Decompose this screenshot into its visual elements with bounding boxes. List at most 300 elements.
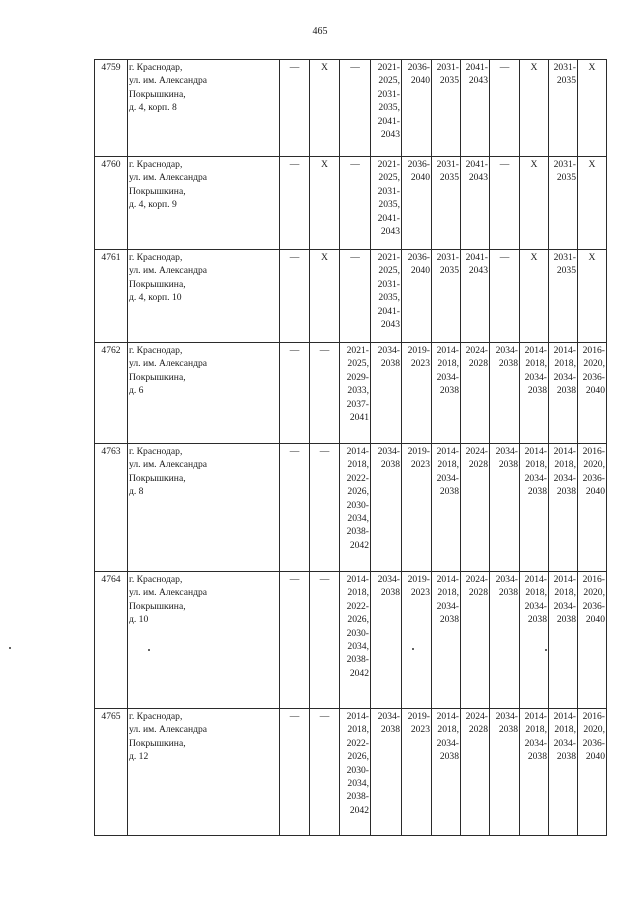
year-range-line: 2038	[527, 614, 547, 626]
period-cell-col-10	[490, 250, 520, 343]
year-range-line: 2043	[380, 226, 400, 238]
address-line: г. Краснодар,	[129, 574, 183, 585]
year-range-line: 2020,	[583, 587, 605, 599]
address-cell	[128, 60, 280, 157]
year-range-line: 2025,	[378, 75, 400, 87]
period-cell-col-09	[461, 157, 490, 250]
year-range-line: 2026,	[347, 751, 369, 763]
year-range-line: 2023	[410, 587, 430, 599]
year-range-line: 2034-	[436, 600, 459, 612]
year-range-line: 2030-	[346, 499, 369, 511]
table-row	[95, 709, 607, 836]
address-cell	[128, 709, 280, 836]
period-cell-col-04	[310, 157, 340, 250]
period-cell-col-03	[280, 343, 310, 444]
period-cell-col-10	[490, 157, 520, 250]
period-cell-col-07	[402, 444, 432, 572]
year-range-line: 2038	[380, 358, 400, 370]
year-range-line: 2031-	[377, 278, 400, 290]
period-cell-col-08	[432, 709, 461, 836]
year-range-line: 2016-	[582, 345, 605, 356]
address-line: Покрышкина,	[129, 88, 186, 100]
address-line: ул. им. Александра	[129, 459, 208, 471]
year-range-line: 2018,	[347, 724, 369, 736]
period-cell-col-08	[432, 572, 461, 709]
period-cell-col-03	[280, 250, 310, 343]
period-cell-col-08	[432, 250, 461, 343]
period-cell-col-11	[520, 444, 549, 572]
year-range-line: 2043	[468, 172, 488, 184]
year-range-line: 2024-	[465, 574, 488, 585]
year-range-line: 2038	[556, 486, 576, 498]
year-range-line: 2034-	[524, 472, 547, 484]
period-cell-col-06	[371, 157, 402, 250]
year-range-line: 2035	[439, 172, 459, 184]
year-range-line: 2034-	[524, 371, 547, 383]
year-range-line: 2034-	[524, 737, 547, 749]
cell-mark: —	[319, 574, 330, 585]
year-range-line: 2034-	[553, 472, 576, 484]
year-range-line: 2019-	[407, 345, 430, 356]
year-range-line: 2021-	[377, 159, 400, 170]
year-range-line: 2034-	[436, 371, 459, 383]
year-range-line: 2038	[498, 724, 518, 736]
scan-speck	[148, 649, 150, 651]
period-cell-col-07	[402, 572, 432, 709]
address-line: Покрышкина,	[129, 600, 186, 612]
year-range-line: 2014-	[346, 574, 369, 585]
period-cell-col-12	[549, 444, 578, 572]
address-cell	[128, 343, 280, 444]
address-line: д. 12	[129, 751, 149, 763]
period-cell-col-13	[578, 157, 607, 250]
cell-mark: —	[499, 159, 510, 170]
year-range-line: 2038	[380, 724, 400, 736]
year-range-line: 2028	[468, 459, 488, 471]
year-range-line: 2038-	[346, 654, 369, 666]
year-range-line: 2021-	[346, 345, 369, 356]
cell-mark: —	[319, 446, 330, 457]
period-cell-col-13	[578, 250, 607, 343]
year-range-line: 2022-	[346, 472, 369, 484]
cell-mark: X	[321, 62, 328, 73]
year-range-line: 2040	[410, 75, 430, 87]
period-cell-col-08	[432, 157, 461, 250]
period-cell-col-13	[578, 60, 607, 157]
cell-mark: —	[289, 446, 300, 457]
period-cell-col-04	[310, 60, 340, 157]
cell-mark: X	[530, 252, 538, 263]
year-range-line: 2042	[349, 804, 369, 816]
period-cell-col-12	[549, 60, 578, 157]
year-range-line: 2026,	[347, 486, 369, 498]
year-range-line: 2025,	[378, 265, 400, 277]
address-line: ул. им. Александра	[129, 358, 208, 370]
year-range-line: 2036-	[407, 62, 430, 73]
period-cell-col-10	[490, 709, 520, 836]
year-range-line: 2028	[468, 587, 488, 599]
address-line: г. Краснодар,	[129, 159, 183, 170]
period-cell-col-07	[402, 250, 432, 343]
period-cell-col-05	[340, 250, 371, 343]
year-range-line: 2029-	[346, 371, 369, 383]
cell-mark: X	[530, 62, 538, 73]
period-cell-col-10	[490, 60, 520, 157]
year-range-line: 2018,	[554, 358, 576, 370]
cell-mark: —	[319, 711, 330, 722]
address-cell	[128, 157, 280, 250]
year-range-line: 2023	[410, 358, 430, 370]
cell-mark: —	[289, 711, 300, 722]
cell-mark: —	[499, 252, 510, 263]
year-range-line: 2043	[380, 319, 400, 331]
row-number: 4764	[95, 572, 128, 709]
cell-mark: —	[289, 345, 300, 356]
year-range-line: 2034-	[377, 446, 400, 457]
period-cell-col-04	[310, 444, 340, 572]
year-range-line: 2038	[556, 385, 576, 397]
year-range-line: 2014-	[436, 446, 459, 457]
cell-mark: —	[319, 345, 330, 356]
period-cell-col-04	[310, 709, 340, 836]
year-range-line: 2018,	[525, 358, 547, 370]
year-range-line: 2018,	[525, 724, 547, 736]
year-range-line: 2014-	[553, 446, 576, 457]
period-cell-col-10	[490, 343, 520, 444]
year-range-line: 2024-	[465, 446, 488, 457]
scan-speck	[412, 648, 414, 650]
address-line: г. Краснодар,	[129, 345, 183, 356]
year-range-line: 2035	[556, 265, 576, 277]
table-row	[95, 250, 607, 343]
cell-mark: X	[588, 159, 596, 170]
address-cell	[128, 444, 280, 572]
year-range-line: 2041-	[465, 62, 488, 73]
year-range-line: 2018,	[437, 459, 459, 471]
year-range-line: 2034-	[553, 371, 576, 383]
period-cell-col-08	[432, 60, 461, 157]
address-line: ул. им. Александра	[129, 724, 208, 736]
year-range-line: 2034,	[347, 778, 369, 790]
table-row	[95, 572, 607, 709]
cell-mark: X	[588, 252, 596, 263]
year-range-line: 2018,	[437, 587, 459, 599]
year-range-line: 2036-	[582, 600, 605, 612]
year-range-line: 2016-	[582, 446, 605, 457]
year-range-line: 2014-	[553, 711, 576, 722]
cell-mark: —	[350, 252, 360, 263]
address-cell	[128, 572, 280, 709]
period-cell-col-07	[402, 709, 432, 836]
year-range-line: 2034-	[377, 711, 400, 722]
period-cell-col-05	[340, 572, 371, 709]
year-range-line: 2034-	[377, 345, 400, 356]
address-line: д. 4, корп. 10	[129, 292, 182, 304]
row-number: 4763	[95, 444, 128, 572]
page-number: 465	[312, 26, 328, 37]
year-range-line: 2034-	[553, 737, 576, 749]
year-range-line: 2031-	[377, 88, 400, 100]
year-range-line: 2020,	[583, 459, 605, 471]
cell-mark: X	[530, 159, 538, 170]
address-line: д. 4, корп. 9	[129, 199, 177, 211]
period-cell-col-06	[371, 709, 402, 836]
address-line: Покрышкина,	[129, 278, 186, 290]
year-range-line: 2034,	[347, 513, 369, 525]
period-cell-col-03	[280, 157, 310, 250]
period-cell-col-13	[578, 444, 607, 572]
address-line: д. 6	[129, 385, 144, 397]
year-range-line: 2043	[468, 75, 488, 87]
year-range-line: 2038	[498, 358, 518, 370]
year-range-line: 2035	[439, 75, 459, 87]
row-number: 4761	[95, 250, 128, 343]
year-range-line: 2040	[410, 172, 430, 184]
row-number: 4765	[95, 709, 128, 836]
address-line: г. Краснодар,	[129, 252, 183, 263]
address-line: Покрышкина,	[129, 472, 186, 484]
period-cell-col-09	[461, 60, 490, 157]
cell-mark: —	[289, 159, 300, 170]
year-range-line: 2036-	[407, 159, 430, 170]
year-range-line: 2020,	[583, 358, 605, 370]
period-cell-col-11	[520, 572, 549, 709]
period-cell-col-11	[520, 343, 549, 444]
year-range-line: 2034-	[524, 600, 547, 612]
period-cell-col-06	[371, 343, 402, 444]
period-cell-col-06	[371, 572, 402, 709]
year-range-line: 2023	[410, 459, 430, 471]
year-range-line: 2033,	[347, 385, 369, 397]
year-range-line: 2036-	[407, 252, 430, 263]
period-cell-col-13	[578, 343, 607, 444]
address-cell	[128, 250, 280, 343]
year-range-line: 2040	[585, 486, 605, 498]
year-range-line: 2018,	[437, 358, 459, 370]
period-cell-col-03	[280, 60, 310, 157]
address-line: г. Краснодар,	[129, 62, 183, 73]
year-range-line: 2038	[556, 751, 576, 763]
year-range-line: 2014-	[553, 574, 576, 585]
address-line: г. Краснодар,	[129, 446, 183, 457]
year-range-line: 2035,	[378, 292, 400, 304]
period-cell-col-11	[520, 60, 549, 157]
table-row	[95, 343, 607, 444]
year-range-line: 2014-	[436, 711, 459, 722]
year-range-line: 2031-	[553, 252, 576, 263]
year-range-line: 2026,	[347, 614, 369, 626]
period-cell-col-03	[280, 444, 310, 572]
year-range-line: 2034-	[495, 711, 518, 722]
year-range-line: 2025,	[378, 172, 400, 184]
year-range-line: 2014-	[346, 446, 369, 457]
address-line: д. 4, корп. 8	[129, 102, 177, 114]
scan-speck	[9, 647, 11, 649]
address-line: д. 10	[129, 614, 149, 626]
period-cell-col-03	[280, 572, 310, 709]
year-range-line: 2019-	[407, 711, 430, 722]
year-range-line: 2018,	[347, 587, 369, 599]
year-range-line: 2042	[349, 539, 369, 551]
year-range-line: 2014-	[436, 345, 459, 356]
address-line: ул. им. Александра	[129, 265, 208, 277]
cell-mark: —	[289, 62, 300, 73]
row-number: 4762	[95, 343, 128, 444]
year-range-line: 2042	[349, 667, 369, 679]
table-row	[95, 157, 607, 250]
period-cell-col-11	[520, 157, 549, 250]
year-range-line: 2038	[439, 614, 459, 626]
year-range-line: 2014-	[524, 345, 547, 356]
year-range-line: 2036-	[582, 472, 605, 484]
year-range-line: 2040	[585, 614, 605, 626]
period-cell-col-04	[310, 250, 340, 343]
year-range-line: 2034-	[495, 446, 518, 457]
year-range-line: 2041-	[465, 252, 488, 263]
cell-mark: —	[350, 159, 360, 170]
period-cell-col-08	[432, 444, 461, 572]
year-range-line: 2030-	[346, 764, 369, 776]
period-cell-col-04	[310, 343, 340, 444]
row-number: 4759	[95, 60, 128, 157]
year-range-line: 2038	[527, 751, 547, 763]
year-range-line: 2038-	[346, 791, 369, 803]
year-range-line: 2022-	[346, 737, 369, 749]
year-range-line: 2034,	[347, 641, 369, 653]
year-range-line: 2014-	[553, 345, 576, 356]
cell-mark: —	[350, 62, 360, 73]
period-cell-col-10	[490, 444, 520, 572]
table-body	[95, 60, 607, 836]
year-range-line: 2014-	[524, 711, 547, 722]
address-line: ул. им. Александра	[129, 587, 208, 599]
year-range-line: 2023	[410, 724, 430, 736]
year-range-line: 2040	[410, 265, 430, 277]
period-cell-col-09	[461, 572, 490, 709]
year-range-line: 2018,	[554, 459, 576, 471]
period-cell-col-10	[490, 572, 520, 709]
period-cell-col-05	[340, 709, 371, 836]
year-range-line: 2028	[468, 724, 488, 736]
period-cell-col-12	[549, 250, 578, 343]
cell-mark: —	[289, 252, 300, 263]
scan-speck	[545, 649, 547, 651]
year-range-line: 2034-	[495, 574, 518, 585]
period-cell-col-08	[432, 343, 461, 444]
year-range-line: 2038	[556, 614, 576, 626]
year-range-line: 2038-	[346, 526, 369, 538]
year-range-line: 2035	[556, 75, 576, 87]
year-range-line: 2038	[527, 486, 547, 498]
year-range-line: 2041-	[465, 159, 488, 170]
period-cell-col-12	[549, 343, 578, 444]
year-range-line: 2036-	[582, 371, 605, 383]
year-range-line: 2038	[380, 587, 400, 599]
row-number: 4760	[95, 157, 128, 250]
year-range-line: 2016-	[582, 574, 605, 585]
cell-mark: X	[321, 252, 328, 263]
period-cell-col-09	[461, 444, 490, 572]
year-range-line: 2014-	[524, 446, 547, 457]
year-range-line: 2028	[468, 358, 488, 370]
year-range-line: 2018,	[437, 724, 459, 736]
year-range-line: 2038	[527, 385, 547, 397]
year-range-line: 2038	[498, 587, 518, 599]
year-range-line: 2038	[439, 751, 459, 763]
period-cell-col-09	[461, 343, 490, 444]
address-line: ул. им. Александра	[129, 172, 208, 184]
cell-mark: X	[321, 159, 328, 170]
address-line: Покрышкина,	[129, 737, 186, 749]
period-cell-col-05	[340, 157, 371, 250]
table-row	[95, 60, 607, 157]
year-range-line: 2018,	[347, 459, 369, 471]
year-range-line: 2034-	[495, 345, 518, 356]
housing-registry-table	[94, 59, 607, 836]
year-range-line: 2021-	[377, 62, 400, 73]
period-cell-col-07	[402, 343, 432, 444]
period-cell-col-05	[340, 343, 371, 444]
period-cell-col-11	[520, 250, 549, 343]
period-cell-col-06	[371, 60, 402, 157]
year-range-line: 2041-	[377, 305, 400, 317]
period-cell-col-03	[280, 709, 310, 836]
year-range-line: 2034-	[377, 574, 400, 585]
year-range-line: 2038	[439, 486, 459, 498]
year-range-line: 2014-	[524, 574, 547, 585]
address-line: Покрышкина,	[129, 371, 186, 383]
period-cell-col-07	[402, 60, 432, 157]
year-range-line: 2031-	[553, 62, 576, 73]
period-cell-col-05	[340, 444, 371, 572]
period-cell-col-13	[578, 572, 607, 709]
year-range-line: 2016-	[582, 711, 605, 722]
period-cell-col-06	[371, 250, 402, 343]
period-cell-col-12	[549, 709, 578, 836]
year-range-line: 2019-	[407, 446, 430, 457]
table-row	[95, 444, 607, 572]
year-range-line: 2040	[585, 385, 605, 397]
year-range-line: 2040	[585, 751, 605, 763]
year-range-line: 2034-	[436, 472, 459, 484]
address-line: д. 8	[129, 486, 144, 498]
year-range-line: 2043	[468, 265, 488, 277]
year-range-line: 2021-	[377, 252, 400, 263]
period-cell-col-12	[549, 157, 578, 250]
year-range-line: 2014-	[436, 574, 459, 585]
year-range-line: 2035,	[378, 199, 400, 211]
year-range-line: 2038	[498, 459, 518, 471]
year-range-line: 2030-	[346, 627, 369, 639]
year-range-line: 2041	[349, 412, 369, 424]
year-range-line: 2041-	[377, 115, 400, 127]
year-range-line: 2035,	[378, 102, 400, 114]
year-range-line: 2014-	[346, 711, 369, 722]
period-cell-col-07	[402, 157, 432, 250]
period-cell-col-05	[340, 60, 371, 157]
year-range-line: 2018,	[554, 587, 576, 599]
year-range-line: 2041-	[377, 212, 400, 224]
year-range-line: 2037-	[346, 398, 369, 410]
period-cell-col-09	[461, 250, 490, 343]
cell-mark: X	[588, 62, 596, 73]
year-range-line: 2043	[380, 129, 400, 141]
year-range-line: 2024-	[465, 711, 488, 722]
period-cell-col-12	[549, 572, 578, 709]
year-range-line: 2038	[380, 459, 400, 471]
year-range-line: 2018,	[554, 724, 576, 736]
period-cell-col-06	[371, 444, 402, 572]
